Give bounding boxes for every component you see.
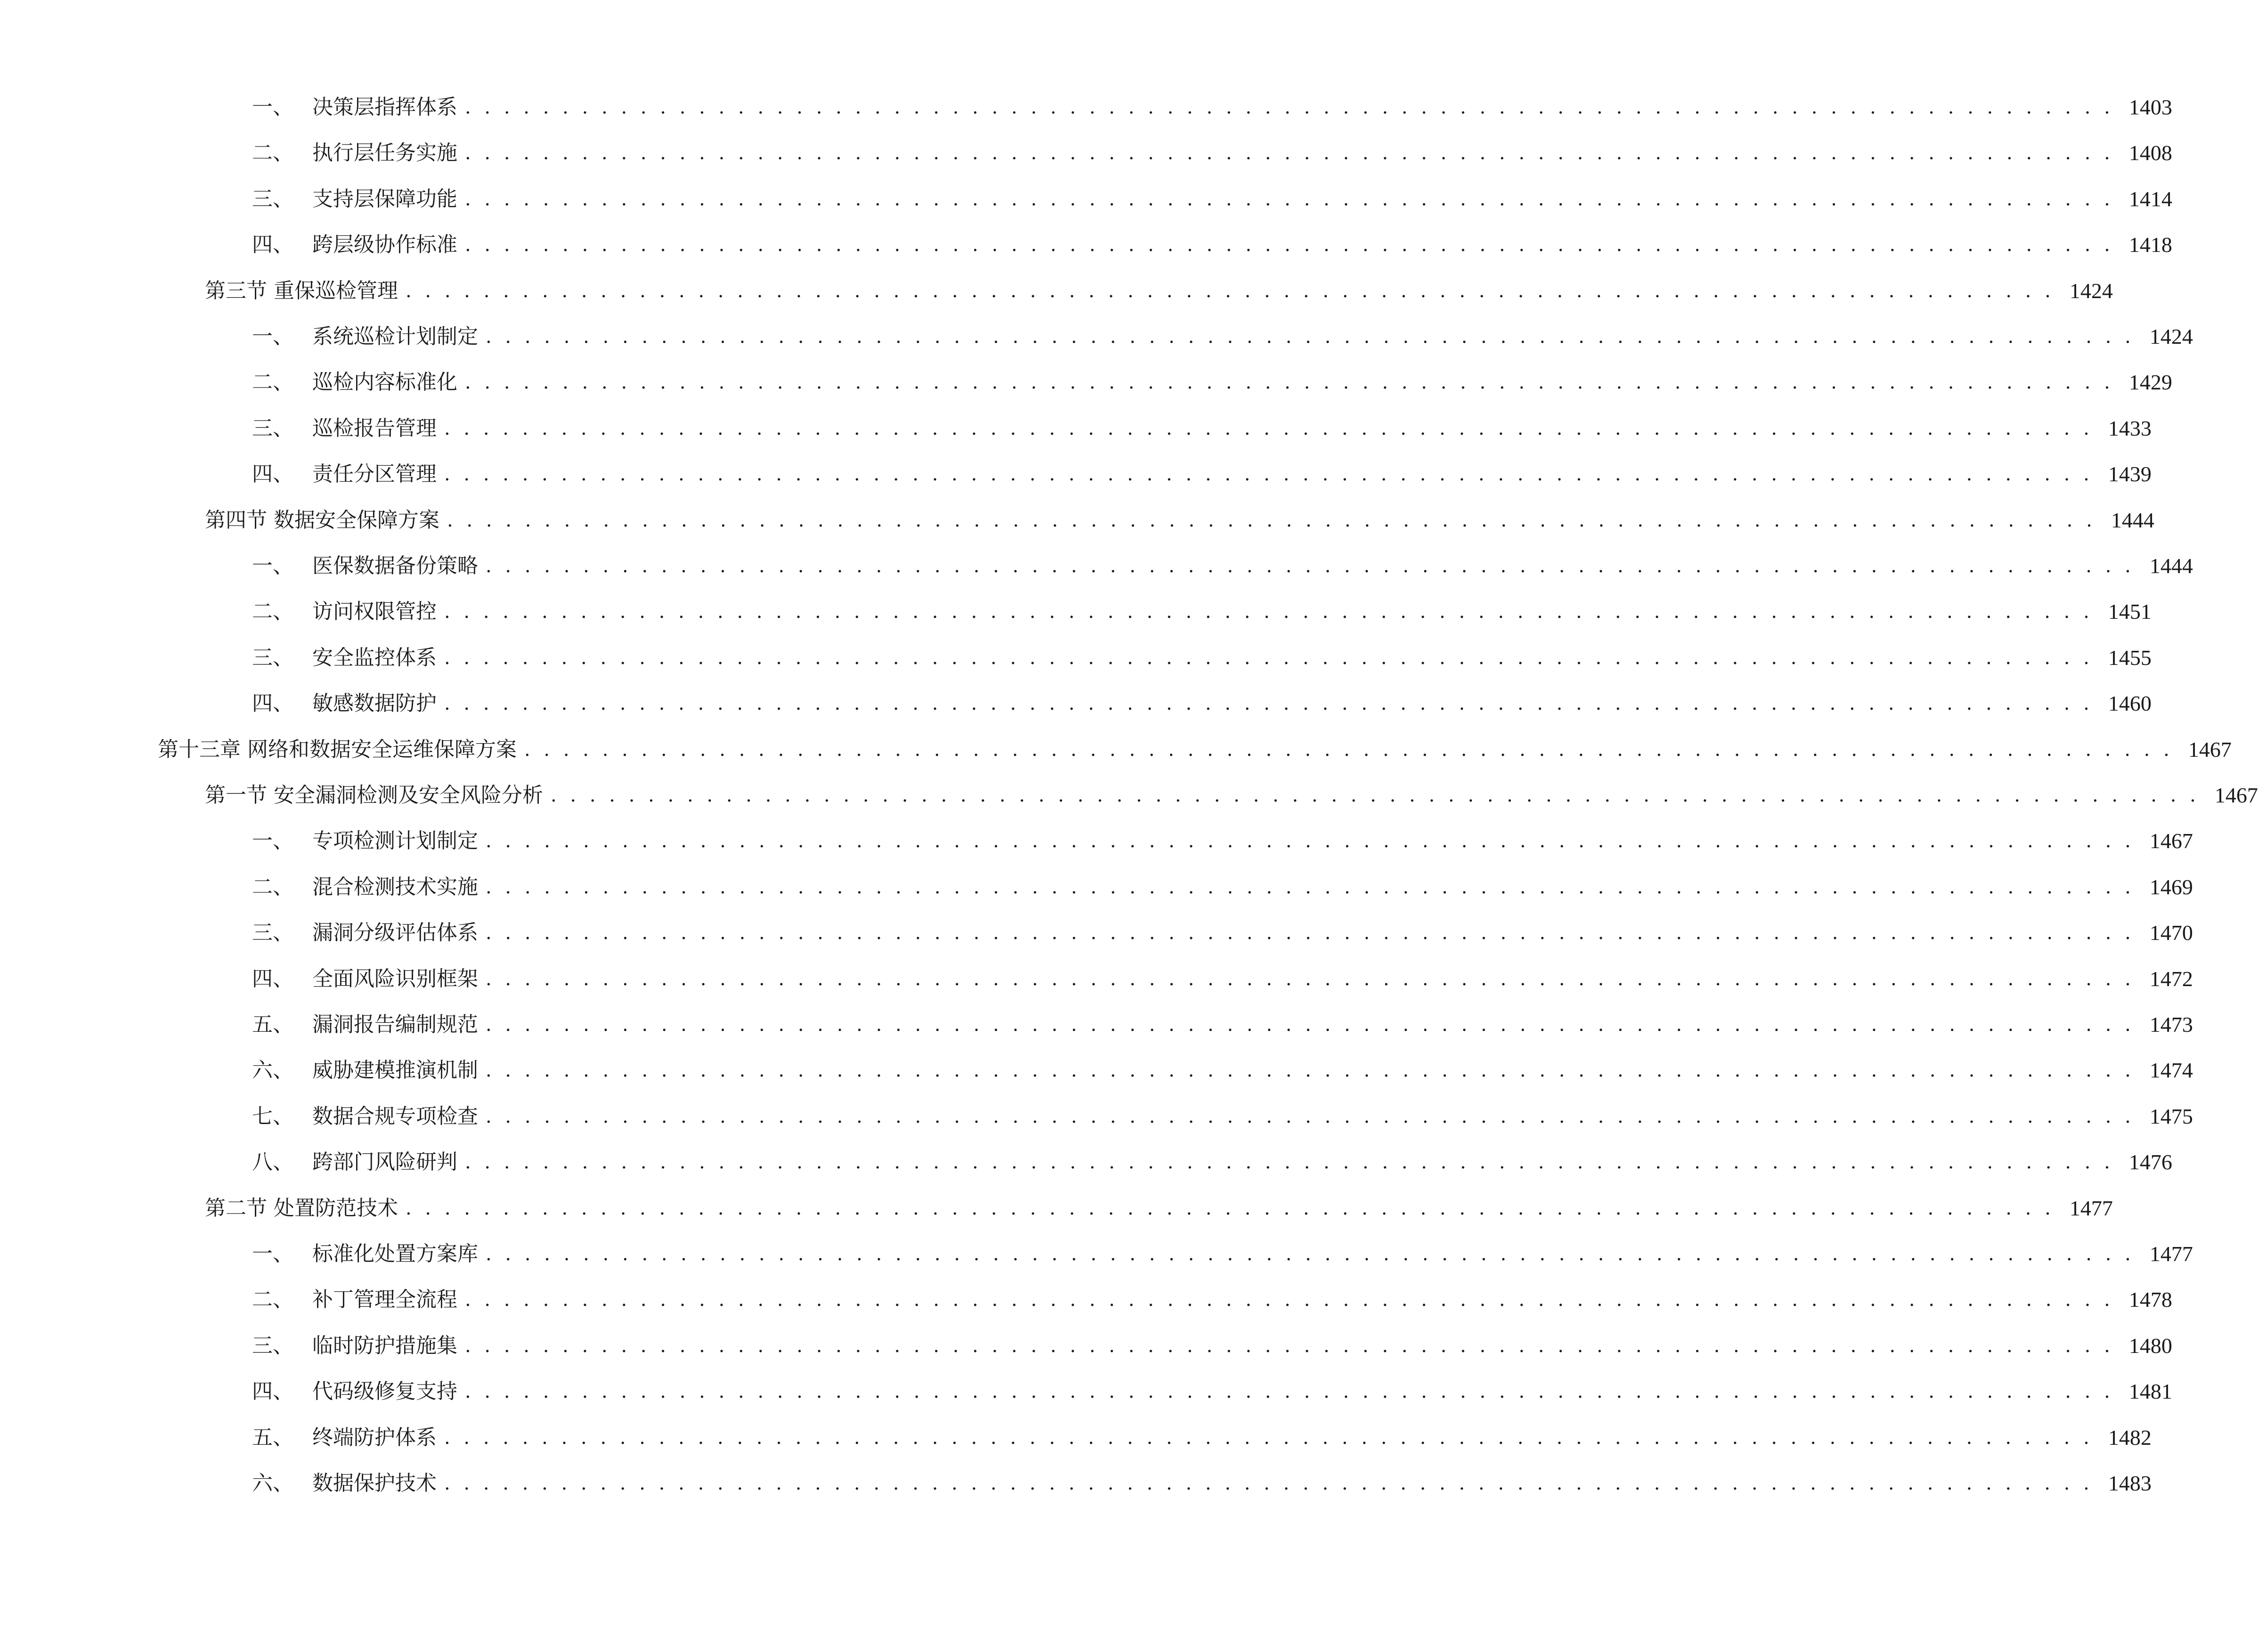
toc-dot-leader: . . . . . . . . . . . . . . . . . . . . . . . . . . . . . . . . . . . . . . . . . . . . . . . . . . . . . . . . . . . . . . . . . . . . . . . . . . . . . . . . . . . . . (486, 830, 2135, 852)
toc-entry[interactable] (0, 914, 2193, 952)
toc-entry[interactable] (0, 1098, 2193, 1135)
toc-entry-page-number: 1467 (2149, 829, 2193, 853)
toc-entry-title: 责任分区管理 (312, 462, 437, 486)
toc-entry-page-number: 1451 (2108, 599, 2152, 624)
toc-entry-page-number: 1481 (2128, 1379, 2172, 1403)
toc-entry-page-number: 1414 (2128, 187, 2172, 211)
toc-entry-title: 安全监控体系 (312, 646, 437, 670)
toc-dot-leader: . . . . . . . . . . . . . . . . . . . . . . . . . . . . . . . . . . . . . . . . . . . . . . . . . . . . . . . . . . . . . . . . . . . . . . . . . . . . . . . . . . . . . (486, 876, 2135, 898)
toc-entry-page-number: 1418 (2128, 233, 2172, 257)
toc-entry-title: 第二节 处置防范技术 (205, 1196, 398, 1220)
toc-entry-number: 六、 (252, 1058, 293, 1082)
toc-entry-number: 三、 (252, 646, 293, 670)
toc-entry[interactable] (0, 89, 2172, 126)
toc-entry[interactable] (0, 1465, 2152, 1502)
toc-entry-title: 补丁管理全流程 (312, 1288, 457, 1312)
toc-entry-number: 一、 (252, 1242, 293, 1266)
toc-entry[interactable] (0, 410, 2152, 447)
toc-entry-title: 专项检测计划制定 (312, 829, 478, 853)
toc-entry-title: 第三节 重保巡检管理 (205, 279, 398, 303)
toc-entry-title: 数据合规专项检查 (312, 1104, 478, 1128)
toc-entry[interactable] (0, 364, 2172, 401)
toc-entry-page-number: 1476 (2128, 1150, 2172, 1174)
toc-dot-leader: . . . . . . . . . . . . . . . . . . . . . . . . . . . . . . . . . . . . . . . . . . . . . . . . . . . . . . . . . . . . . . . . . . . . . . . . . . . . . . . . . . . . . (465, 234, 2114, 256)
toc-entry-page-number: 1478 (2128, 1288, 2172, 1312)
toc-entry[interactable] (0, 593, 2152, 631)
toc-entry-title: 漏洞分级评估体系 (312, 921, 478, 945)
toc-entry-number: 二、 (252, 141, 293, 165)
toc-entry[interactable] (0, 502, 2154, 539)
toc-entry-number: 二、 (252, 370, 293, 394)
toc-entry[interactable] (0, 639, 2152, 677)
toc-entry[interactable] (0, 1190, 2113, 1227)
toc-entry-title: 标准化处置方案库 (312, 1242, 478, 1266)
toc-entry[interactable] (0, 1052, 2193, 1089)
toc-dot-leader: . . . . . . . . . . . . . . . . . . . . . . . . . . . . . . . . . . . . . . . . . . . . . . . . . . . . . . . . . . . . . . . . . . . . . . . . . . . . . . . . . . . . . (465, 1151, 2114, 1173)
toc-entry-page-number: 1444 (2149, 554, 2193, 578)
toc-dot-leader: . . . . . . . . . . . . . . . . . . . . . . . . . . . . . . . . . . . . . . . . . . . . . . . . . . . . . . . . . . . . . . . . . . . . . . . . . . . . . . . . . . . . . (444, 1427, 2093, 1449)
toc-entry-number: 三、 (252, 921, 293, 945)
toc-entry-page-number: 1475 (2149, 1104, 2193, 1128)
toc-entry-page-number: 1408 (2128, 141, 2172, 165)
toc-entry-number: 四、 (252, 967, 293, 991)
toc-entry[interactable] (0, 318, 2193, 356)
toc-entry-page-number: 1470 (2149, 921, 2193, 945)
toc-dot-leader: . . . . . . . . . . . . . . . . . . . . . . . . . . . . . . . . . . . . . . . . . . . . . . . . . . . . . . . . . . . . . . . . . . . . . . . . . . . . . . . . . . . . . (447, 510, 2096, 531)
toc-entry[interactable] (0, 272, 2113, 310)
toc-entry-title: 第一节 安全漏洞检测及安全风险分析 (205, 783, 543, 807)
toc-dot-leader: . . . . . . . . . . . . . . . . . . . . . . . . . . . . . . . . . . . . . . . . . . . . . . . . . . . . . . . . . . . . . . . . . . . . . . . . . . . . . . . . . . . . . (486, 968, 2135, 990)
toc-dot-leader: . . . . . . . . . . . . . . . . . . . . . . . . . . . . . . . . . . . . . . . . . . . . . . . . . . . . . . . . . . . . . . . . . . . . . . . . . . . . . . . . . . . . . (486, 1106, 2135, 1127)
toc-entry-page-number: 1455 (2108, 646, 2152, 670)
toc-entry[interactable] (0, 455, 2152, 493)
toc-entry[interactable] (0, 960, 2193, 998)
toc-dot-leader: . . . . . . . . . . . . . . . . . . . . . . . . . . . . . . . . . . . . . . . . . . . . . . . . . . . . . . . . . . . . . . . . . . . . . . . . . . . . . . . . . . . . . (465, 97, 2114, 118)
toc-dot-leader: . . . . . . . . . . . . . . . . . . . . . . . . . . . . . . . . . . . . . . . . . . . . . . . . . . . . . . . . . . . . . . . . . . . . . . . . . . . . . . . . . . . . . (406, 280, 2055, 302)
toc-dot-leader: . . . . . . . . . . . . . . . . . . . . . . . . . . . . . . . . . . . . . . . . . . . . . . . . . . . . . . . . . . . . . . . . . . . . . . . . . . . . . . . . . . . . . (406, 1198, 2055, 1219)
toc-entry-page-number: 1424 (2149, 324, 2193, 348)
toc-entry-page-number: 1467 (2214, 783, 2258, 807)
toc-entry-title: 巡检内容标准化 (312, 370, 457, 394)
toc-dot-leader: . . . . . . . . . . . . . . . . . . . . . . . . . . . . . . . . . . . . . . . . . . . . . . . . . . . . . . . . . . . . . . . . . . . . . . . . . . . . . . . . . . . . . (465, 142, 2114, 164)
toc-dot-leader: . . . . . . . . . . . . . . . . . . . . . . . . . . . . . . . . . . . . . . . . . . . . . . . . . . . . . . . . . . . . . . . . . . . . . . . . . . . . . . . . . . . . . (486, 326, 2135, 348)
toc-entry-title: 决策层指挥体系 (312, 95, 457, 119)
toc-entry-number: 一、 (252, 95, 293, 119)
toc-entry-title: 医保数据备份策略 (312, 554, 478, 578)
toc-entry-page-number: 1429 (2128, 370, 2172, 394)
toc-dot-leader: . . . . . . . . . . . . . . . . . . . . . . . . . . . . . . . . . . . . . . . . . . . . . . . . . . . . . . . . . . . . . . . . . . . . . . . . . . . . . . . . . . . . . (486, 1243, 2135, 1265)
toc-entry-page-number: 1444 (2111, 508, 2154, 532)
toc-entry-title: 执行层任务实施 (312, 141, 457, 165)
toc-entry[interactable] (0, 1006, 2193, 1044)
toc-entry[interactable] (0, 180, 2172, 218)
toc-entry-number: 一、 (252, 554, 293, 578)
toc-entry-title: 临时防护措施集 (312, 1334, 457, 1358)
toc-entry[interactable] (0, 777, 2258, 814)
toc-dot-leader: . . . . . . . . . . . . . . . . . . . . . . . . . . . . . . . . . . . . . . . . . . . . . . . . . . . . . . . . . . . . . . . . . . . . . . . . . . . . . . . . . . . . . (444, 463, 2093, 485)
toc-entry-title: 代码级修复支持 (312, 1379, 457, 1403)
toc-entry[interactable] (0, 226, 2172, 264)
toc-entry-page-number: 1439 (2108, 462, 2152, 486)
toc-entry-title: 威胁建模推演机制 (312, 1058, 478, 1082)
toc-dot-leader: . . . . . . . . . . . . . . . . . . . . . . . . . . . . . . . . . . . . . . . . . . . . . . . . . . . . . . . . . . . . . . . . . . . . . . . . . . . . . . . . . . . . . (486, 555, 2135, 577)
toc-dot-leader: . . . . . . . . . . . . . . . . . . . . . . . . . . . . . . . . . . . . . . . . . . . . . . . . . . . . . . . . . . . . . . . . . . . . . . . . . . . . . . . . . . . . . (444, 1473, 2093, 1494)
toc-dot-leader: . . . . . . . . . . . . . . . . . . . . . . . . . . . . . . . . . . . . . . . . . . . . . . . . . . . . . . . . . . . . . . . . . . . . . . . . . . . . . . . . . . . . . (444, 647, 2093, 669)
toc-entry[interactable] (0, 1327, 2172, 1365)
toc-dot-leader: . . . . . . . . . . . . . . . . . . . . . . . . . . . . . . . . . . . . . . . . . . . . . . . . . . . . . . . . . . . . . . . . . . . . . . . . . . . . . . . . . . . . . (444, 418, 2093, 439)
toc-entry-title: 第四节 数据安全保障方案 (205, 508, 439, 532)
toc-entry-title: 巡检报告管理 (312, 416, 437, 440)
toc-entry-page-number: 1403 (2128, 95, 2172, 119)
toc-entry[interactable] (0, 1235, 2193, 1273)
toc-entry-title: 跨部门风险研判 (312, 1150, 457, 1174)
toc-entry[interactable] (0, 685, 2152, 722)
toc-dot-leader: . . . . . . . . . . . . . . . . . . . . . . . . . . . . . . . . . . . . . . . . . . . . . . . . . . . . . . . . . . . . . . . . . . . . . . . . . . . . . . . . . . . . . (486, 1060, 2135, 1081)
toc-entry-number: 八、 (252, 1150, 293, 1174)
toc-dot-leader: . . . . . . . . . . . . . . . . . . . . . . . . . . . . . . . . . . . . . . . . . . . . . . . . . . . . . . . . . . . . . . . . . . . . . . . . . . . . . . . . . . . . . (486, 922, 2135, 944)
toc-entry-page-number: 1467 (2188, 737, 2232, 761)
toc-entry-title: 混合检测技术实施 (312, 875, 478, 899)
toc-entry-number: 五、 (252, 1012, 293, 1037)
toc-dot-leader: . . . . . . . . . . . . . . . . . . . . . . . . . . . . . . . . . . . . . . . . . . . . . . . . . . . . . . . . . . . . . . . . . . . . . . . . . . . . . . . . . . . . . (551, 785, 2200, 806)
toc-entry[interactable] (0, 1281, 2172, 1319)
toc-dot-leader: . . . . . . . . . . . . . . . . . . . . . . . . . . . . . . . . . . . . . . . . . . . . . . . . . . . . . . . . . . . . . . . . . . . . . . . . . . . . . . . . . . . . . (465, 1289, 2114, 1311)
toc-entry-title: 第十三章 网络和数据安全运维保障方案 (158, 737, 517, 761)
toc-entry[interactable] (0, 868, 2193, 906)
toc-entry-page-number: 1460 (2108, 691, 2152, 715)
toc-entry-number: 三、 (252, 1334, 293, 1358)
toc-entry-number: 二、 (252, 1288, 293, 1312)
toc-entry-number: 四、 (252, 691, 293, 715)
toc-entry-number: 四、 (252, 1379, 293, 1403)
toc-entry-number: 三、 (252, 187, 293, 211)
toc-entry[interactable] (0, 1419, 2152, 1457)
toc-entry-number: 六、 (252, 1471, 293, 1495)
toc-dot-leader: . . . . . . . . . . . . . . . . . . . . . . . . . . . . . . . . . . . . . . . . . . . . . . . . . . . . . . . . . . . . . . . . . . . . . . . . . . . . . . . . . . . . . (444, 601, 2093, 623)
toc-entry-page-number: 1477 (2069, 1196, 2113, 1220)
toc-entry-page-number: 1469 (2149, 875, 2193, 899)
toc-entry-page-number: 1472 (2149, 967, 2193, 991)
toc-dot-leader: . . . . . . . . . . . . . . . . . . . . . . . . . . . . . . . . . . . . . . . . . . . . . . . . . . . . . . . . . . . . . . . . . . . . . . . . . . . . . . . . . . . . . (444, 693, 2093, 714)
toc-entry-number: 三、 (252, 416, 293, 440)
toc-entry[interactable] (0, 134, 2172, 172)
toc-entry-title: 系统巡检计划制定 (312, 324, 478, 348)
toc-entry-page-number: 1473 (2149, 1012, 2193, 1037)
toc-entry-number: 四、 (252, 233, 293, 257)
toc-entry-title: 敏感数据防护 (312, 691, 437, 715)
toc-entry-number: 四、 (252, 462, 293, 486)
toc-entry-title: 全面风险识别框架 (312, 967, 478, 991)
toc-entry[interactable] (0, 822, 2193, 860)
toc-entry[interactable] (0, 1373, 2172, 1410)
toc-entry-page-number: 1433 (2108, 416, 2152, 440)
toc-entry-number: 二、 (252, 599, 293, 624)
toc-entry-title: 漏洞报告编制规范 (312, 1012, 478, 1037)
toc-entry-title: 数据保护技术 (312, 1471, 437, 1495)
toc-entry-page-number: 1480 (2128, 1334, 2172, 1358)
toc-entry-page-number: 1483 (2108, 1471, 2152, 1495)
toc-entry-title: 支持层保障功能 (312, 187, 457, 211)
toc-dot-leader: . . . . . . . . . . . . . . . . . . . . . . . . . . . . . . . . . . . . . . . . . . . . . . . . . . . . . . . . . . . . . . . . . . . . . . . . . . . . . . . . . . . . . (465, 188, 2114, 210)
toc-dot-leader: . . . . . . . . . . . . . . . . . . . . . . . . . . . . . . . . . . . . . . . . . . . . . . . . . . . . . . . . . . . . . . . . . . . . . . . . . . . . . . . . . . . . . (465, 1335, 2114, 1357)
toc-entry-page-number: 1424 (2069, 279, 2113, 303)
toc-entry[interactable] (0, 1143, 2172, 1181)
toc-entry-title: 终端防护体系 (312, 1425, 437, 1450)
toc-entry[interactable] (0, 731, 2232, 769)
toc-entry-number: 五、 (252, 1425, 293, 1450)
toc-entry-page-number: 1477 (2149, 1242, 2193, 1266)
toc-entry-title: 访问权限管控 (312, 599, 437, 624)
toc-entry-title: 跨层级协作标准 (312, 233, 457, 257)
toc-entry-number: 二、 (252, 875, 293, 899)
toc-entry-number: 一、 (252, 324, 293, 348)
toc-dot-leader: . . . . . . . . . . . . . . . . . . . . . . . . . . . . . . . . . . . . . . . . . . . . . . . . . . . . . . . . . . . . . . . . . . . . . . . . . . . . . . . . . . . . . (465, 372, 2114, 393)
toc-entry-page-number: 1482 (2108, 1425, 2152, 1450)
toc-dot-leader: . . . . . . . . . . . . . . . . . . . . . . . . . . . . . . . . . . . . . . . . . . . . . . . . . . . . . . . . . . . . . . . . . . . . . . . . . . . . . . . . . . . . . (486, 1014, 2135, 1036)
toc-dot-leader: . . . . . . . . . . . . . . . . . . . . . . . . . . . . . . . . . . . . . . . . . . . . . . . . . . . . . . . . . . . . . . . . . . . . . . . . . . . . . . . . . . . . . (465, 1381, 2114, 1402)
toc-entry[interactable] (0, 547, 2193, 585)
toc-entry-page-number: 1474 (2149, 1058, 2193, 1082)
toc-entry-number: 一、 (252, 829, 293, 853)
toc-dot-leader: . . . . . . . . . . . . . . . . . . . . . . . . . . . . . . . . . . . . . . . . . . . . . . . . . . . . . . . . . . . . . . . . . . . . . . . . . . . . . . . . . . . . . (524, 739, 2173, 761)
toc-entry-number: 七、 (252, 1104, 293, 1128)
